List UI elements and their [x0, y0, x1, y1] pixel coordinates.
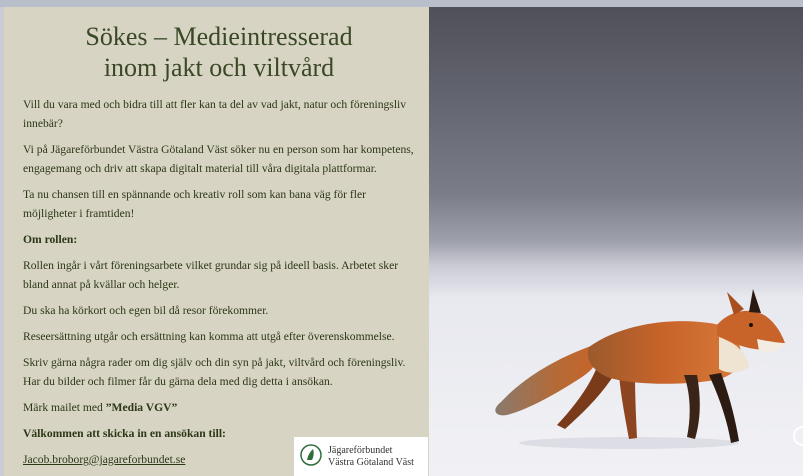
job-ad-panel [4, 7, 429, 476]
organisation-logo [294, 437, 428, 476]
title-line-1: Sökes – Medieintresserad [85, 22, 353, 51]
title-line-2: inom jakt och viltvård [103, 53, 335, 82]
fox-illustration [429, 7, 803, 476]
paragraph-role: Rollen ingår i vårt föreningsarbete vilket grundar sig på ideell basis. Arbetet sker bland annat på kvällar och helger. [23, 259, 399, 291]
logo-line-1: Jägareförbundet [328, 445, 393, 456]
top-border [0, 0, 803, 7]
fox-back-leg-right [619, 375, 637, 439]
paragraph-intro: Vill du vara med och bidra till att fler kan ta del av vad jakt, natur och föreningsliv innebär? [23, 98, 407, 130]
paragraph-license: Du ska ha körkort och egen bil då resor förekommer. [23, 304, 269, 317]
fox-photo [429, 7, 803, 476]
paragraph-opportunity: Ta nu chansen till en spännande och kreativ roll som kan bana väg för fler möjligheter i framtiden! [23, 188, 367, 220]
welcome-text: Välkommen att skicka in en ansökan till: [23, 427, 226, 440]
mark-mail-label: ”Media VGV” [105, 401, 178, 414]
paragraph-application: Skriv gärna några rader om dig själv och din syn på jakt, viltvård och föreningsliv. Har du bilder och filmer får du gärna dela med dig detta i ansökan. [23, 356, 406, 388]
fox-ear-right [749, 289, 761, 313]
fox-front-leg-left [684, 375, 700, 439]
logo-text [328, 445, 414, 469]
ad-title [23, 21, 419, 83]
paragraph-organisation: Vi på Jägareförbundet Västra Götaland Väst söker nu en person som har kompetens, engagemang och driv att skapa digitalt material till våra digitala plattformar. [23, 143, 414, 175]
logo-line-2: Västra Götaland Väst [328, 457, 414, 468]
role-heading: Om rollen: [23, 233, 78, 246]
paragraph-compensation: Reseersättning utgår och ersättning kan komma att utgå efter överenskommelse. [23, 330, 395, 343]
fox-eye [749, 323, 753, 327]
fox-front-leg-right [709, 373, 739, 443]
ad-body [23, 95, 419, 469]
paragraph-mark-mail [23, 398, 419, 417]
email-link[interactable]: Jacob.broborg@jagareforbundet.se [23, 453, 186, 466]
jagareforbundet-emblem-icon [300, 443, 322, 467]
mark-mail-prefix: Märk mailet med [23, 401, 106, 414]
